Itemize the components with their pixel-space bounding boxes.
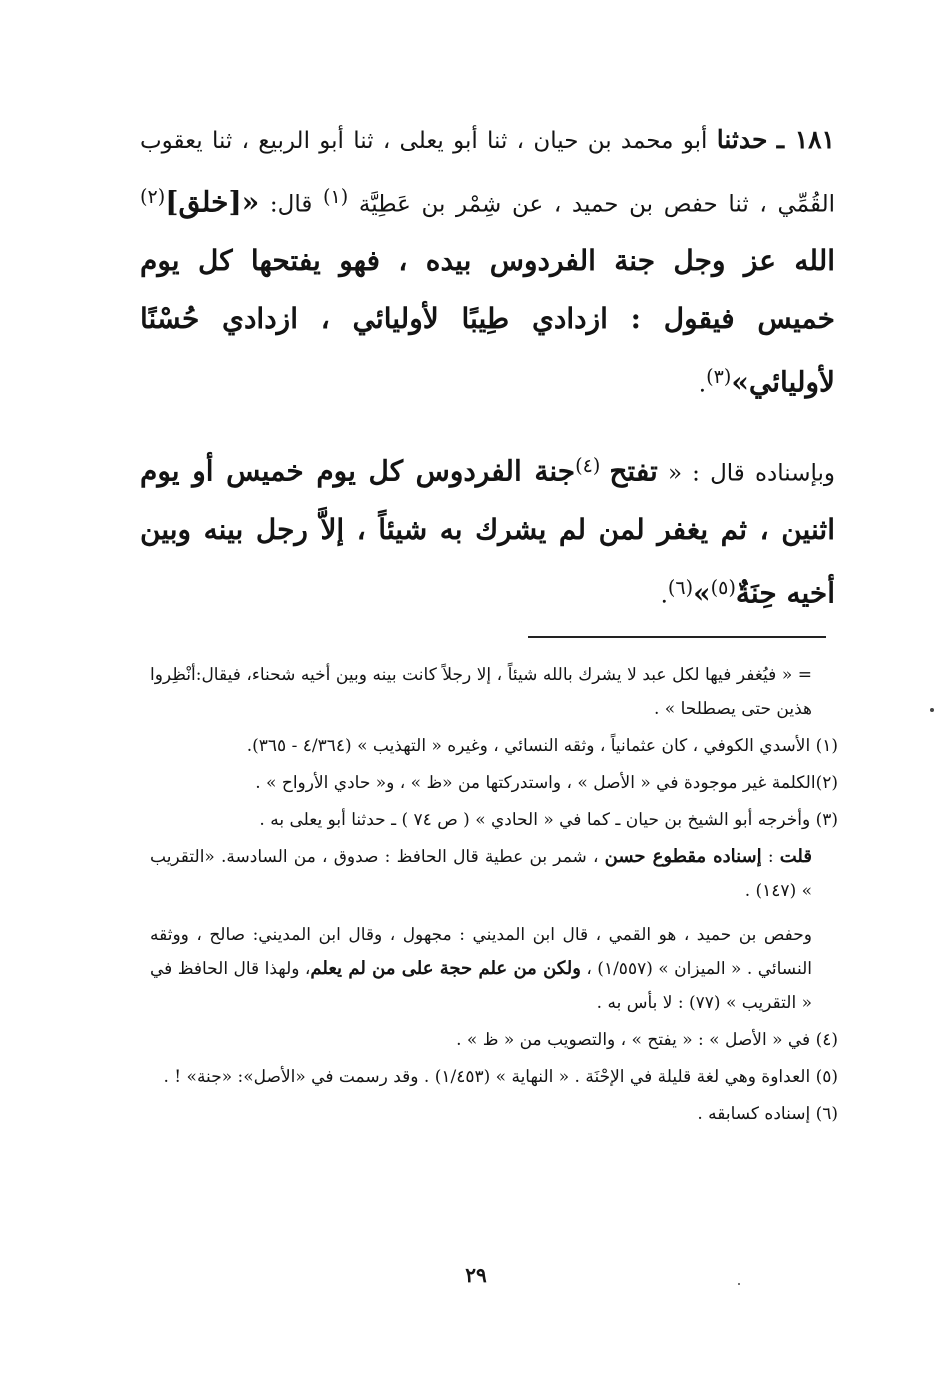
footnotes	[150, 658, 838, 1134]
footnote-separator	[528, 636, 826, 638]
qal-text: قال:	[259, 191, 323, 218]
scan-speck	[930, 708, 934, 712]
footnote-continuation: = « فيُغفر فيها لكل عبد لا يشرك بالله شيئاً ، إلا رجلاً كانت بينه وبين أخيه شحناء، فيقال:أنْظِروا هذين حتى يصطلحا » .	[150, 665, 812, 719]
hadith-second	[140, 438, 835, 623]
hafs-bold: ولكن من علم حجة على من لم يعلم	[310, 958, 581, 979]
isnad-text: أبو محمد بن حيان ، ثنا أبو يعلى ، ثنا أبو الربيع ، ثنا يعقوب القُمِّي ، ثنا حفص بن حميد ، عن شِمْر بن عَطِيَّة	[140, 128, 835, 218]
footnote-3-comment	[150, 840, 838, 908]
qult-colon: :	[761, 847, 780, 867]
footnote-3: (٣) وأخرجه أبو الشيخ بن حيان ـ كما في « الحادي » ( ص ٧٤ ) ـ حدثنا أبو يعلى به .	[259, 810, 838, 830]
khalaqa-word: [خلق]	[165, 185, 242, 219]
scan-speck-2	[738, 1283, 740, 1285]
footnote-ref-6: (٦)	[667, 575, 694, 599]
end-stop-2: .	[660, 582, 668, 609]
footnote-ref-2: (٢)	[140, 185, 166, 208]
hafs-end: ، ولهذا قال الحافظ في « التقريب » (٧٧) : لا بأس به .	[150, 959, 812, 1013]
hafs-text: وحفص بن حميد ، هو القمي ، قال ابن المديني : مجهول ، وقال ابن المديني: صالح ، ووثقه النسائي . « الميزان » (١/٥٥٧) ،	[150, 925, 812, 979]
matn-text-2: جنة الفردوس كل يوم خميس أو يوم اثنين ، ثم يغفر لمن لم يشرك به شيئاً ، إلاَّ رجل بينه وبين أخيه حِنَةٌ	[140, 454, 835, 610]
grading-bold: إسناده مقطوع حسن	[604, 846, 762, 867]
tuftah-word: تفتح	[609, 454, 658, 488]
footnote-ref-5: (٥)	[710, 575, 736, 599]
matn-text: الله عز وجل جنة الفردوس بيده ، فهو يفتحها كل يوم خميس فيقول : ازدادي طِيبًا لأوليائي ، ازدادي حُسْنًا لأوليائي	[140, 243, 835, 399]
footnote-ref-4: (٤)	[575, 454, 610, 478]
grading-rest: ، شمر بن عطية قال الحافظ : صدوق ، من السادسة. «التقريب » (١٤٧) .	[150, 847, 812, 901]
footnote-2: (٢)الكلمة غير موجودة في « الأصل » ، واستدركتها من «ظ » ، و« حادي الأرواح » .	[255, 773, 838, 793]
hadith-number: ١٨١ ـ	[776, 125, 835, 154]
hadith-intro: وبإسناده قال : «	[657, 460, 835, 487]
footnote-ref-1: (١)	[323, 185, 349, 208]
end-stop: .	[698, 371, 707, 398]
main-text	[140, 112, 835, 624]
footnote-ref-3: (٣)	[706, 364, 732, 388]
qult-label: قلت	[779, 846, 812, 867]
footnote-4: (٤) في « الأصل » : « يفتح » ، والتصويب من « ظ » .	[456, 1030, 838, 1050]
footnote-6: (٦) إسناده كسابقه .	[697, 1104, 838, 1124]
hadith-181	[140, 112, 835, 412]
hadith-lead: حدثنا	[716, 125, 768, 154]
footnote-3-hafs	[150, 918, 838, 1020]
open-quote: «	[241, 185, 260, 219]
page-number: ٢٩	[465, 1263, 487, 1287]
footnote-1: (١) الأسدي الكوفي ، كان عثمانياً ، وثقه النسائي ، وغيره « التهذيب » (٤/٣٦٤ - ٣٦٥).	[246, 736, 838, 756]
close-quote: »	[731, 365, 749, 399]
close-quote-2: »	[693, 576, 711, 610]
footnote-5: (٥) العداوة وهي لغة قليلة في الإحْنَة . « النهاية » (١/٤٥٣) . وقد رسمت في «الأصل»: «جنة» ! .	[163, 1067, 838, 1087]
